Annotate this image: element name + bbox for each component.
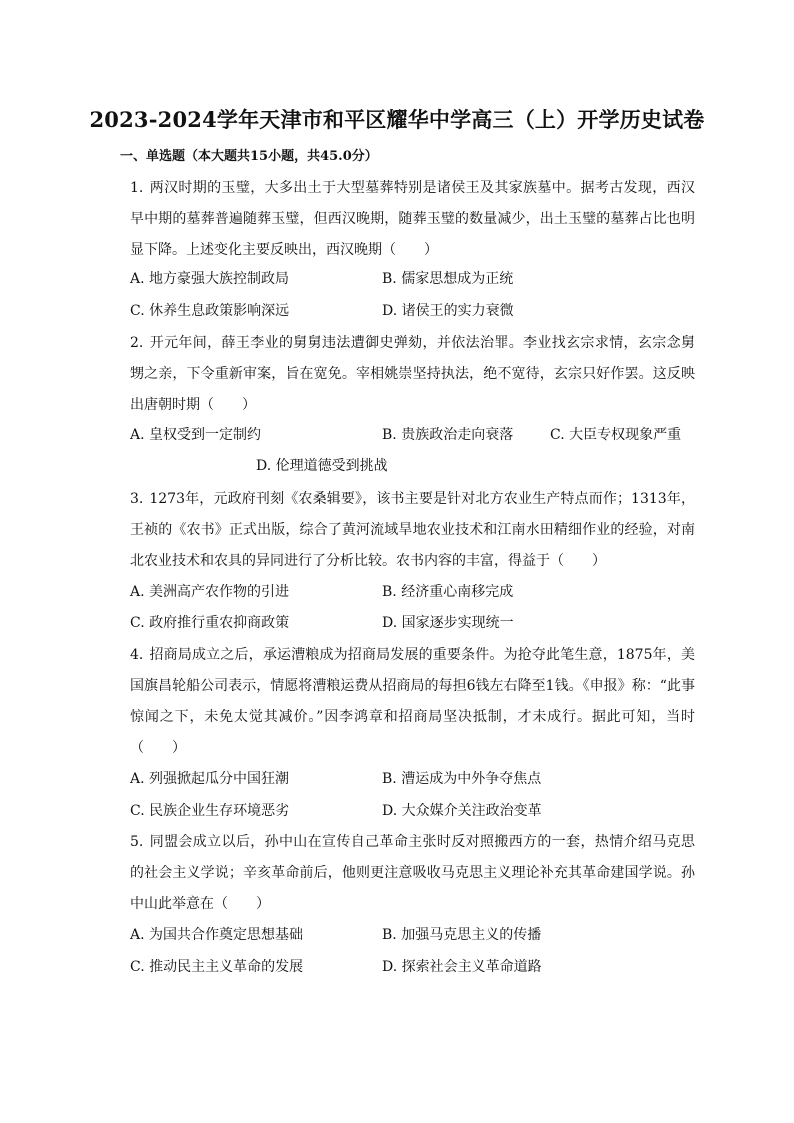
question-3-stem [130, 484, 695, 577]
question-number: 5. [130, 834, 144, 850]
question-4-option-b[interactable]: B. 漕运成为中外争夺焦点 [382, 771, 542, 787]
question-1-option-b[interactable]: B. 儒家思想成为正统 [382, 271, 514, 287]
question-text: 1273年，元政府刊刻《农桑辑要》，该书主要是针对北方农业生产特点而作；1313年，王祯的《农书》正式出版，综合了黄河流域旱地农业技术和江南水田精细作业的经验，对南北农业技术和农具的异同进行了分析比较。农书内容的丰富，得益于（ ） [130, 491, 695, 569]
question-2-option-d[interactable]: D. 伦理道德受到挑战 [256, 458, 388, 474]
question-2-option-a[interactable]: A. 皇权受到一定制约 [130, 427, 262, 443]
question-5-stem [130, 827, 695, 920]
question-5-option-d[interactable]: D. 探索社会主义革命道路 [382, 959, 542, 975]
question-number: 4. [130, 647, 144, 663]
question-1-option-d[interactable]: D. 诸侯王的实力衰微 [382, 303, 514, 319]
question-1-option-a[interactable]: A. 地方豪强大族控制政局 [130, 271, 290, 287]
question-2-option-b[interactable]: B. 贵族政治走向衰落 [382, 427, 514, 443]
question-4-option-c[interactable]: C. 民族企业生存环境恶劣 [130, 803, 290, 819]
question-5-option-b[interactable]: B. 加强马克思主义的传播 [382, 927, 542, 943]
question-1-stem [130, 173, 695, 266]
question-text: 招商局成立之后，承运漕粮成为招商局发展的重要条件。为抢夺此笔生意，1875年，美国旗昌轮船公司表示，情愿将漕粮运费从招商局的每担6钱左右降至1钱。《申报》称：“此事惊闻之下，未免太觉其减价。”因李鸿章和招商局坚决抵制，才未成行。据此可知，当时（ ） [130, 647, 695, 756]
question-2-option-c[interactable]: C. 大臣专权现象严重 [550, 427, 682, 443]
question-5-option-c[interactable]: C. 推动民主主义革命的发展 [130, 959, 304, 975]
question-5-option-a[interactable]: A. 为国共合作奠定思想基础 [130, 927, 304, 943]
question-number: 2. [130, 335, 144, 351]
question-3-option-c[interactable]: C. 政府推行重农抑商政策 [130, 615, 290, 631]
question-number: 1. [130, 180, 144, 196]
question-number: 3. [130, 491, 144, 507]
question-3-option-a[interactable]: A. 美洲高产农作物的引进 [130, 584, 290, 600]
exam-title: 2023-2024学年天津市和平区耀华中学高三（上）开学历史试卷 [89, 107, 705, 132]
question-4-option-d[interactable]: D. 大众媒介关注政治变革 [382, 803, 542, 819]
question-text: 开元年间，薛王李业的舅舅违法遭御史弹劾，并依法治罪。李业找玄宗求情，玄宗念舅甥之亲，下令重新审案，旨在宽免。宰相姚崇坚持执法，绝不宽待，玄宗只好作罢。这反映出唐朝时期（ ） [130, 335, 695, 413]
question-4-option-a[interactable]: A. 列强掀起瓜分中国狂潮 [130, 771, 290, 787]
question-3-option-d[interactable]: D. 国家逐步实现统一 [382, 615, 514, 631]
question-text: 两汉时期的玉璧，大多出土于大型墓葬特别是诸侯王及其家族墓中。据考古发现，西汉早中期的墓葬普遍随葬玉璧，但西汉晚期，随葬玉璧的数量减少，出土玉璧的墓葬占比也明显下降。上述变化主要反映出，西汉晚期（ ） [130, 180, 695, 258]
section-heading: 一、单选题（本大题共15小题，共45.0分） [120, 149, 378, 164]
question-4-stem [130, 640, 695, 764]
question-text: 同盟会成立以后，孙中山在宣传自己革命主张时反对照搬西方的一套，热情介绍马克思的社会主义学说；辛亥革命前后，他则更注意吸收马克思主义理论补充其革命建国学说。孙中山此举意在（ ） [130, 834, 695, 912]
question-3-option-b[interactable]: B. 经济重心南移完成 [382, 584, 514, 600]
question-2-stem [130, 328, 695, 421]
question-1-option-c[interactable]: C. 休养生息政策影响深远 [130, 303, 290, 319]
